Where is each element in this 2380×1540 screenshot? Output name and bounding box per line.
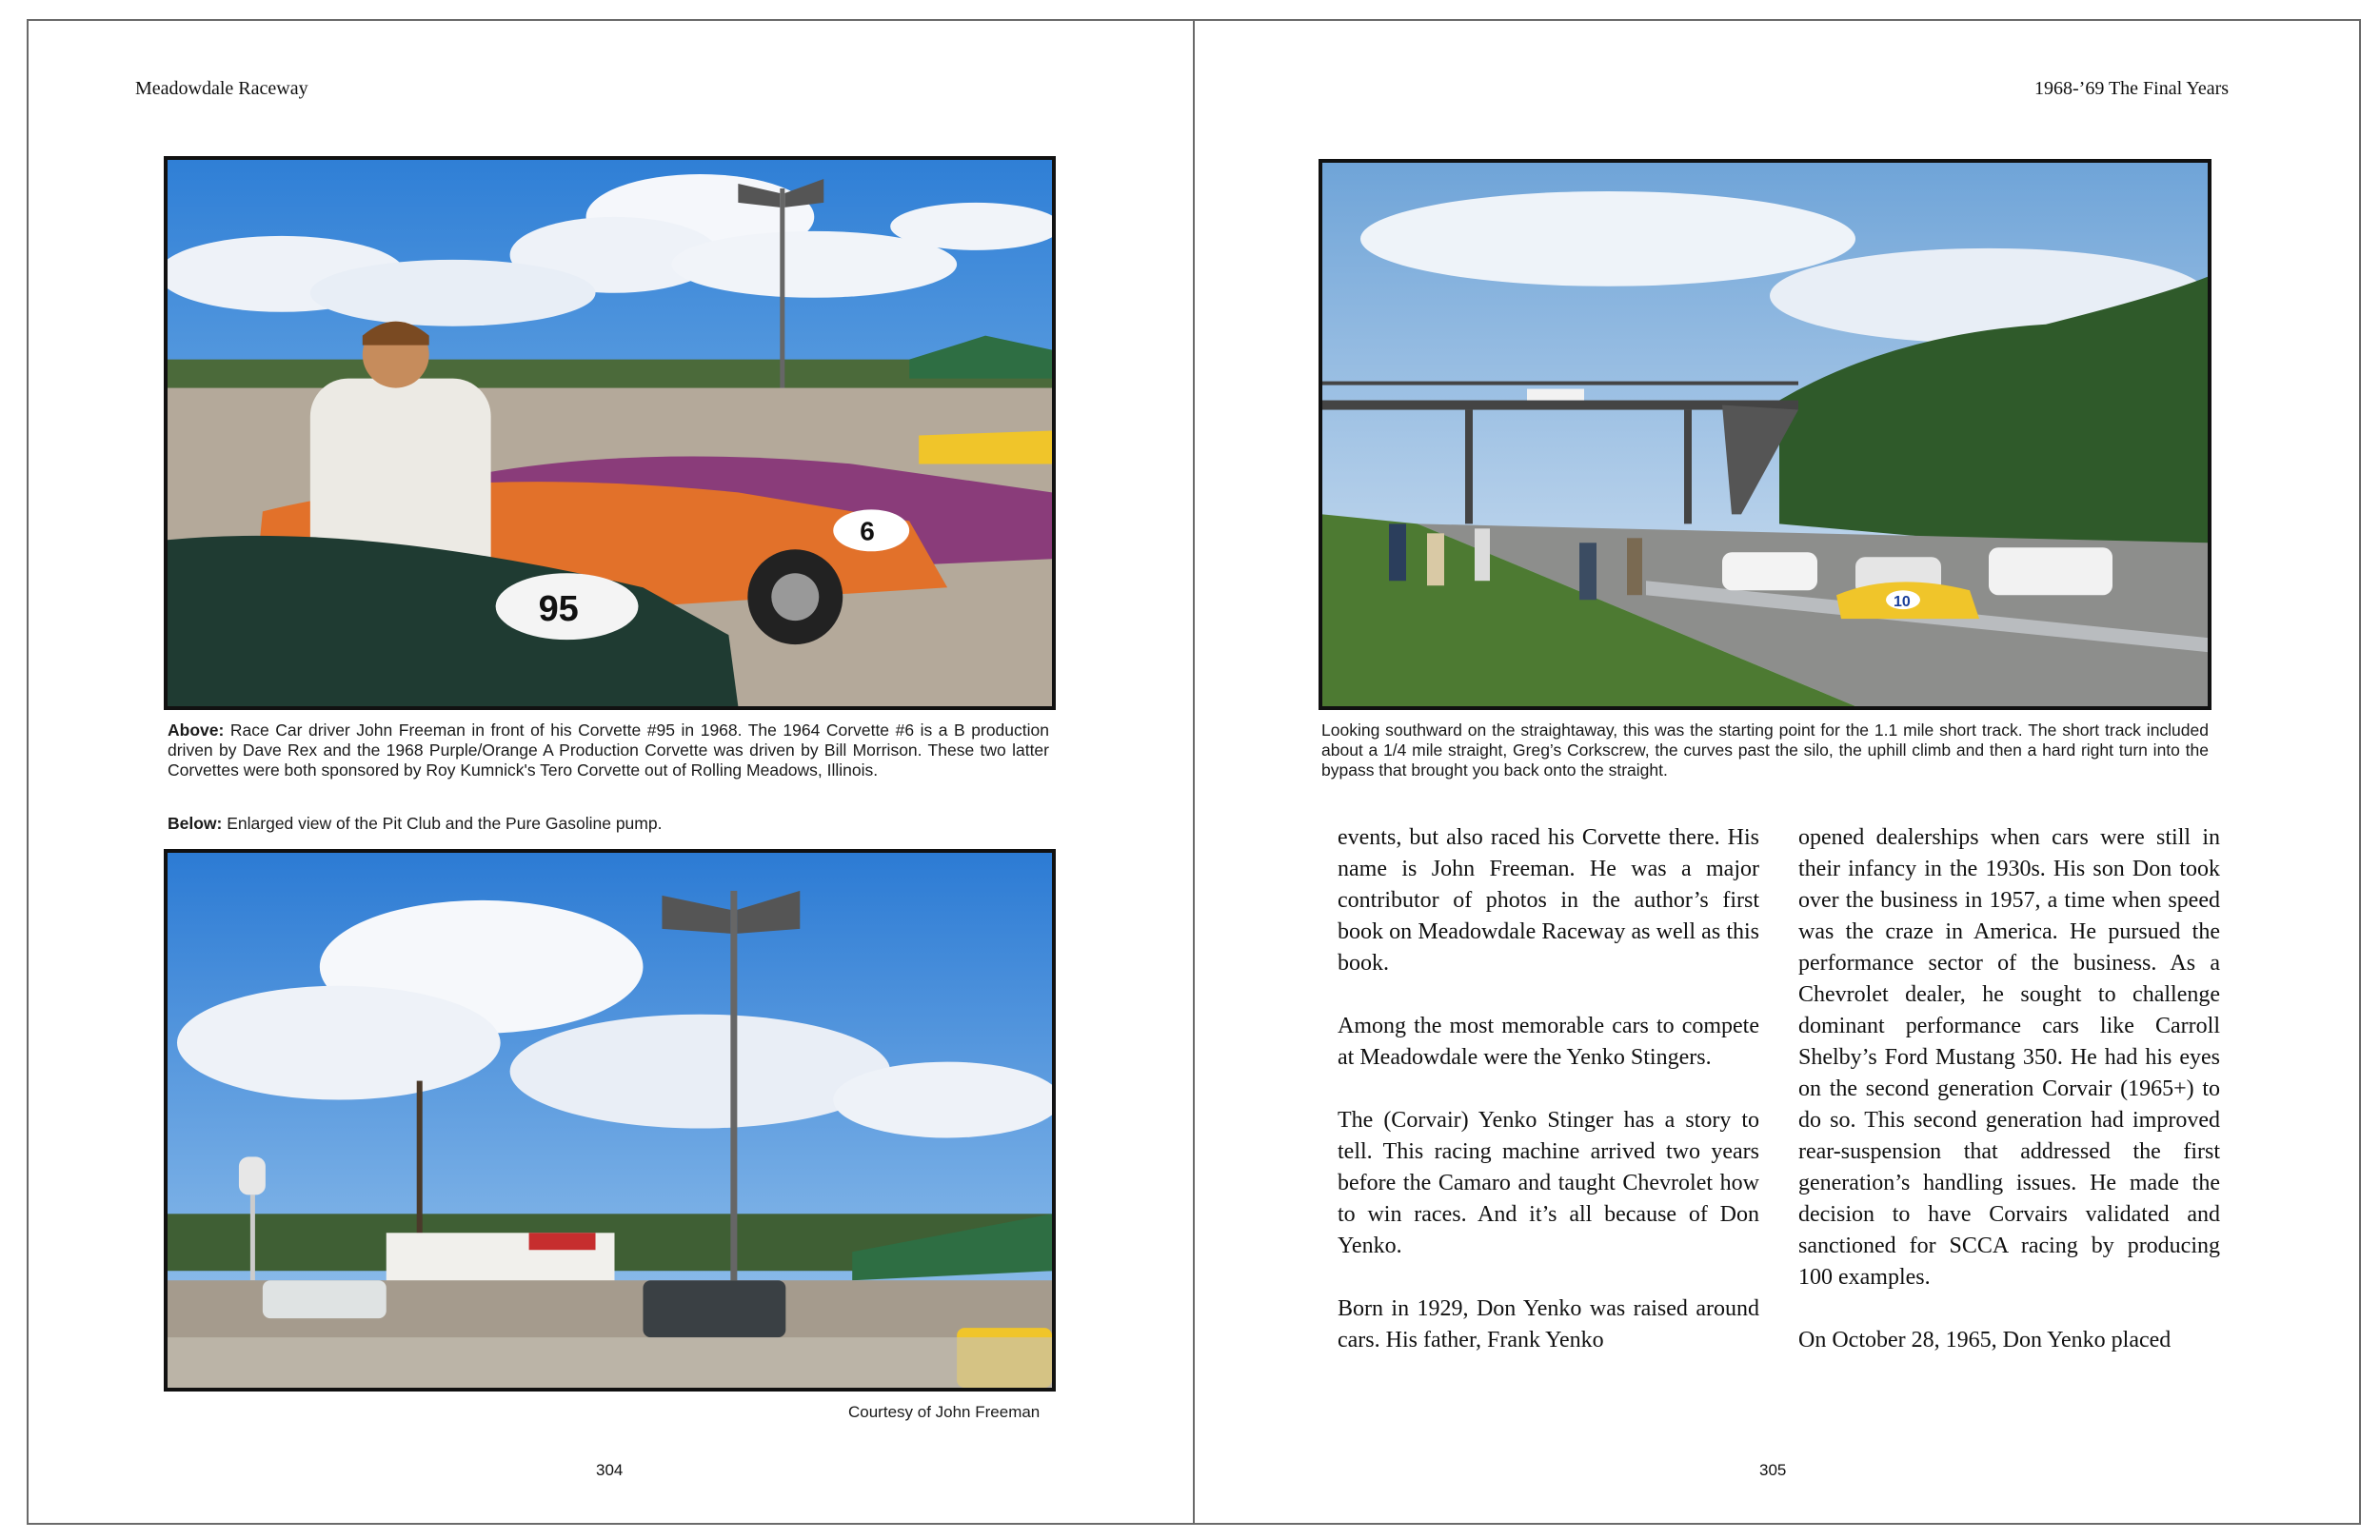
caption-above <box>168 721 1049 780</box>
caption-straightaway: Looking southward on the straightaway, this was the starting point for the 1.1 mile short track. The short track included about a 1/4 mile straight, Greg’s Corkscrew, the curves past the silo, the uphill climb and then a hard right turn into the bypass that brought you back onto the straight. <box>1321 721 2209 780</box>
caption-below <box>168 814 1049 834</box>
paragraph: On October 28, 1965, Don Yenko placed <box>1798 1328 2172 1352</box>
paragraph: Among the most memorable cars to compete at Meadowdale were the Yenko Stingers. <box>1338 1014 1759 1070</box>
car-number-10: 10 <box>1894 594 1911 611</box>
caption-below-text: Enlarged view of the Pit Club and the Pure Gasoline pump. <box>222 814 663 833</box>
photo-driver-corvettes <box>164 156 1056 710</box>
photo-pit-club <box>164 849 1056 1392</box>
photo-credit: Courtesy of John Freeman <box>848 1403 1041 1421</box>
page-gutter <box>1193 19 1195 1525</box>
paragraph: events, but also raced his Corvette there. His name is John Freeman. He was a major contributor of photos in the author’s first book on Meadowdale Raceway as well as this book. <box>1338 825 1759 976</box>
car-number-6: 6 <box>860 516 875 546</box>
page-number-left: 304 <box>596 1461 624 1479</box>
car-number-95: 95 <box>538 589 579 630</box>
caption-below-label: Below: <box>168 814 223 833</box>
running-head-right: 1968-’69 The Final Years <box>2034 78 2230 99</box>
paragraph: opened dealerships when cars were still in their infancy in the 1930s. His son Don took over the business in 1957, a time when speed was the craze in America. He pursued the performance sector of the business. As a Chevrolet dealer, he sought to challenge dominant performance cars like Carroll Shelby’s Ford Mustang 350. He had his eyes on the second generation Corvair (1965+) to do so. This second generation had improved rear-suspension that addressed the first generation’s handling issues. He made the decision to have Corvairs validated and sanctioned for SCCA racing by producing 100 examples. <box>1798 825 2220 1290</box>
running-head-left: Meadowdale Raceway <box>135 78 308 99</box>
text-column-2 <box>1798 822 2220 1356</box>
paragraph: Born in 1929, Don Yenko was raised around cars. His father, Frank Yenko <box>1338 1296 1759 1352</box>
text-column-1 <box>1338 822 1759 1356</box>
paragraph: The (Corvair) Yenko Stinger has a story to tell. This racing machine arrived two years before the Camaro and taught Chevrolet how to win races. And it’s all because of Don Yenko. <box>1338 1108 1759 1258</box>
caption-above-text: Race Car driver John Freeman in front of his Corvette #95 in 1968. The 1964 Corvette #6 is a B production driven by Dave Rex and the 1968 Purple/Orange A Production Corvette was driven by Bill Morrison. These two latter Corvettes were both sponsored by Roy Kumnick's Tero Corvette out of Rolling Meadows, Illinois. <box>168 721 1049 780</box>
caption-above-label: Above: <box>168 721 225 740</box>
page-number-right: 305 <box>1759 1461 1787 1479</box>
photo-straightaway <box>1319 159 2211 710</box>
